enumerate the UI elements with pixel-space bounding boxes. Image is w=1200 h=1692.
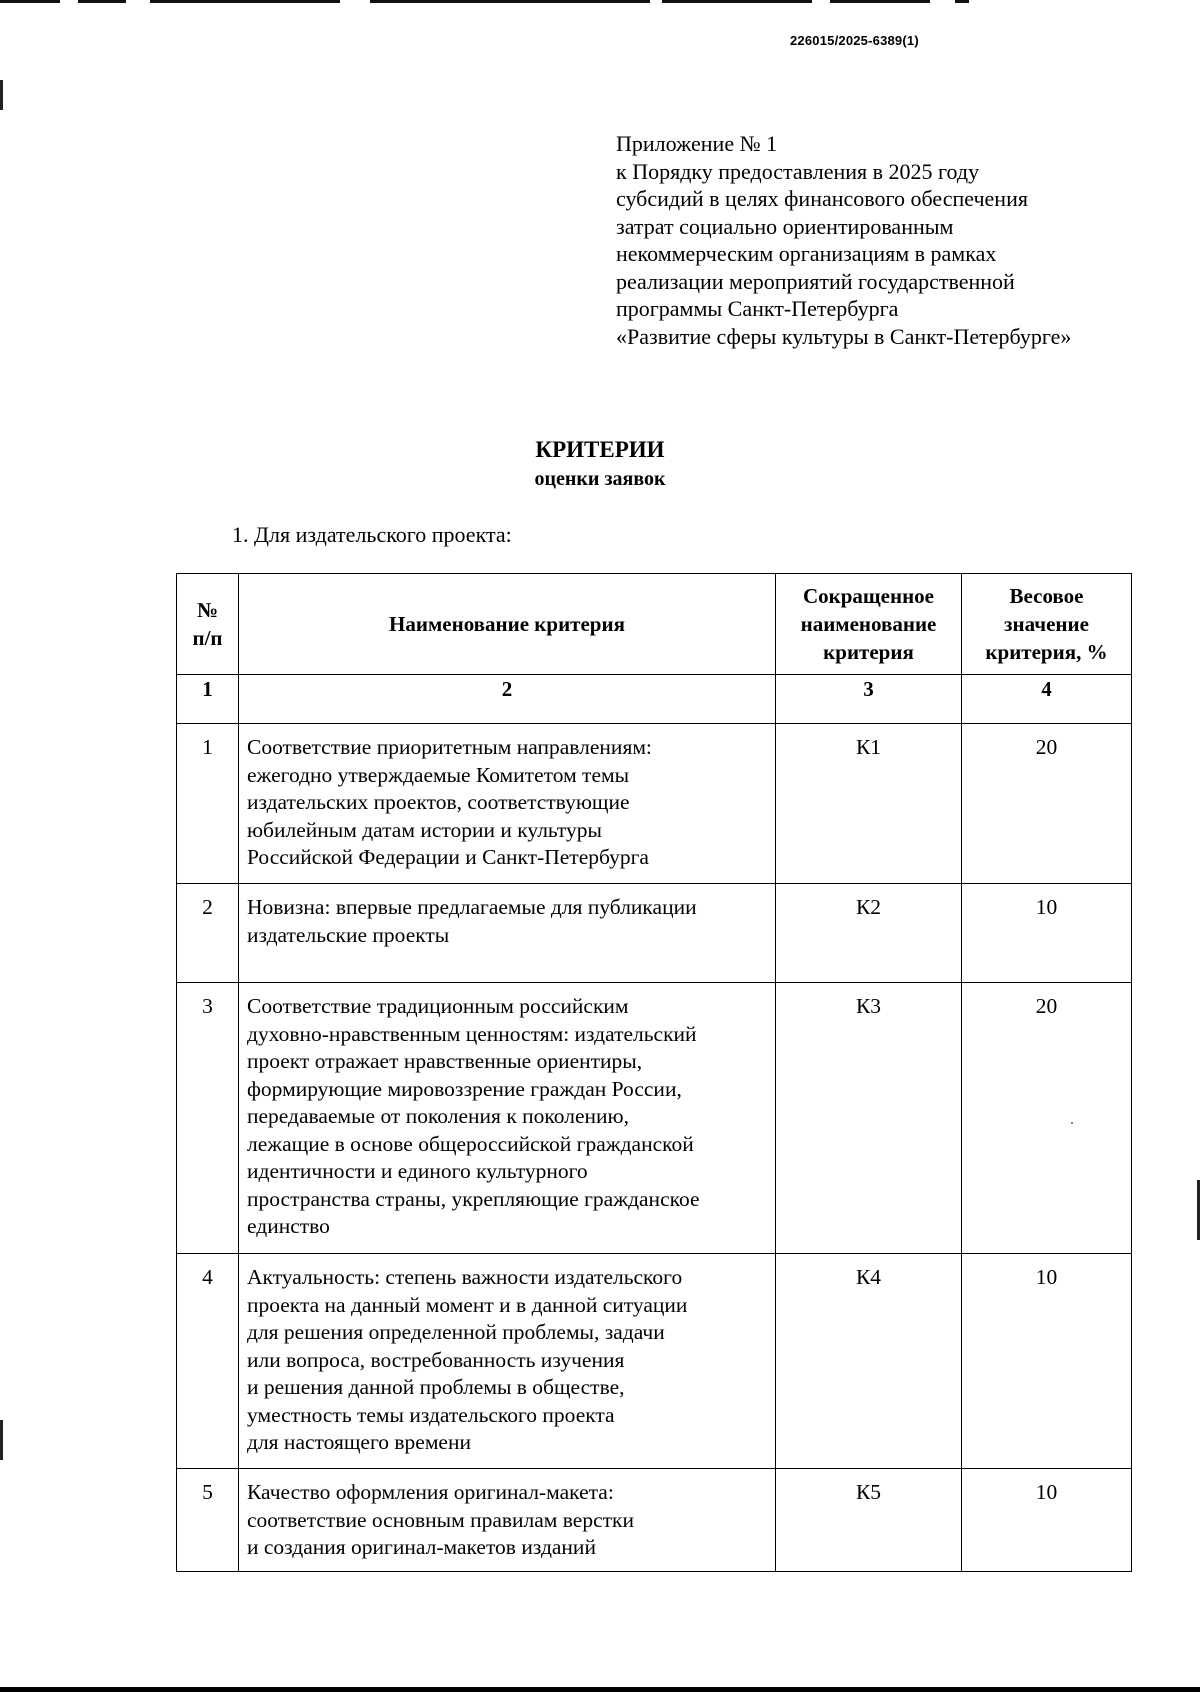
column-number-row xyxy=(177,675,1132,724)
header-weight-line: Весовое xyxy=(1009,584,1084,608)
table-row xyxy=(177,724,1132,884)
header-weight-line: значение xyxy=(1004,612,1089,636)
criterion-line: и создания оригинал-макетов изданий xyxy=(247,1535,596,1559)
criterion-line: лежащие в основе общероссийской гражданской xyxy=(247,1131,694,1156)
annex-line: субсидий в целях финансового обеспечения xyxy=(616,186,1028,211)
criterion-line: юбилейным датам истории и культуры xyxy=(247,817,602,842)
annex-reference xyxy=(616,130,1176,350)
table-header-row xyxy=(177,574,1132,675)
header-weight xyxy=(962,574,1132,675)
scan-edge-left xyxy=(0,1420,3,1460)
criteria-table xyxy=(176,573,1132,1572)
criterion-line: пространства страны, укрепляющие гражданское xyxy=(247,1186,700,1211)
criterion-line: Соответствие приоритетным направлениям: xyxy=(247,735,652,759)
table-row xyxy=(177,1469,1132,1572)
row-number: 5 xyxy=(177,1469,239,1572)
criterion-abbr: К2 xyxy=(776,884,962,983)
scan-edge-bottom xyxy=(0,1687,1200,1692)
row-number: 2 xyxy=(177,884,239,983)
header-weight-line: критерия, % xyxy=(985,640,1108,664)
table-row xyxy=(177,983,1132,1254)
header-abbr-line: критерия xyxy=(823,640,914,664)
criterion-line: проект отражает нравственные ориентиры, xyxy=(247,1049,643,1073)
criterion-weight: 20 xyxy=(962,724,1132,884)
header-abbr-line: наименование xyxy=(800,612,937,636)
criterion-line: формирующие мировоззрение граждан России, xyxy=(247,1076,682,1101)
scan-edge-top xyxy=(0,0,1200,4)
annex-line: реализации мероприятий государственной xyxy=(616,268,1015,294)
criterion-line: для настоящего времени xyxy=(247,1430,471,1454)
header-num-line: № xyxy=(196,598,219,622)
criterion-line: ежегодно утверждаемые Комитетом темы xyxy=(247,762,630,787)
criterion-line: Новизна: впервые предлагаемые для публикации xyxy=(247,895,697,919)
criterion-name xyxy=(239,724,776,884)
header-abbr xyxy=(776,574,962,675)
criterion-line: Российской Федерации и Санкт-Петербурга xyxy=(247,845,649,869)
criterion-weight: 20 xyxy=(962,983,1132,1254)
criterion-abbr: К1 xyxy=(776,724,962,884)
criterion-line: Соответствие традиционным российским xyxy=(247,994,629,1018)
criterion-name xyxy=(239,884,776,983)
document-number: 226015/2025-6389(1) xyxy=(790,33,919,48)
annex-line: затрат социально ориентированным xyxy=(616,213,954,239)
annex-line: «Развитие сферы культуры в Санкт-Петербурге» xyxy=(616,323,1072,349)
header-name: Наименование критерия xyxy=(239,574,776,675)
criterion-line: для решения определенной проблемы, задачи xyxy=(247,1320,665,1344)
column-number: 1 xyxy=(177,675,239,724)
header-abbr-line: Сокращенное xyxy=(802,584,934,608)
row-number: 3 xyxy=(177,983,239,1254)
scan-edge-left xyxy=(0,80,3,110)
criterion-abbr: К4 xyxy=(776,1254,962,1469)
criterion-line: издательских проектов, соответствующие xyxy=(247,790,630,814)
criterion-line: соответствие основным правилам верстки xyxy=(247,1507,634,1532)
criterion-line: Актуальность: степень важности издательского xyxy=(247,1265,683,1289)
criterion-line: проекта на данный момент и в данной ситуации xyxy=(247,1292,688,1317)
criterion-line: передаваемые от поколения к поколению, xyxy=(247,1104,629,1128)
criterion-name xyxy=(239,983,776,1254)
header-num-line: п/п xyxy=(192,626,223,650)
criterion-weight: 10 xyxy=(962,1469,1132,1572)
column-number: 2 xyxy=(239,675,776,724)
criterion-line: издательские проекты xyxy=(247,922,450,947)
criterion-name xyxy=(239,1254,776,1469)
criterion-line: идентичности и единого культурного xyxy=(247,1159,588,1183)
page-title: КРИТЕРИИ xyxy=(535,437,665,462)
criterion-weight: 10 xyxy=(962,1254,1132,1469)
row-number: 4 xyxy=(177,1254,239,1469)
criterion-line: или вопроса, востребованность изучения xyxy=(247,1347,625,1372)
criterion-abbr: К3 xyxy=(776,983,962,1254)
criterion-weight: 10 xyxy=(962,884,1132,983)
criterion-line: и решения данной проблемы в обществе, xyxy=(247,1375,625,1399)
page-subtitle: оценки заявок xyxy=(534,468,666,490)
table-row xyxy=(177,1254,1132,1469)
criterion-abbr: К5 xyxy=(776,1469,962,1572)
annex-line: программы Санкт-Петербурга xyxy=(616,296,899,321)
column-number: 3 xyxy=(776,675,962,724)
criterion-line: уместность темы издательского проекта xyxy=(247,1402,615,1427)
criterion-line: духовно-нравственным ценностям: издательский xyxy=(247,1021,697,1046)
column-number: 4 xyxy=(962,675,1132,724)
criterion-line: единство xyxy=(247,1214,330,1238)
row-number: 1 xyxy=(177,724,239,884)
annex-line: Приложение № 1 xyxy=(616,131,778,156)
criterion-name xyxy=(239,1469,776,1572)
annex-line: некоммерческим организациям в рамках xyxy=(616,241,997,266)
table-row xyxy=(177,884,1132,983)
criterion-line: Качество оформления оригинал-макета: xyxy=(247,1480,614,1504)
section-heading: 1. Для издательского проекта: xyxy=(232,522,512,547)
annex-line: к Порядку предоставления в 2025 году xyxy=(616,158,980,184)
header-num xyxy=(177,574,239,675)
